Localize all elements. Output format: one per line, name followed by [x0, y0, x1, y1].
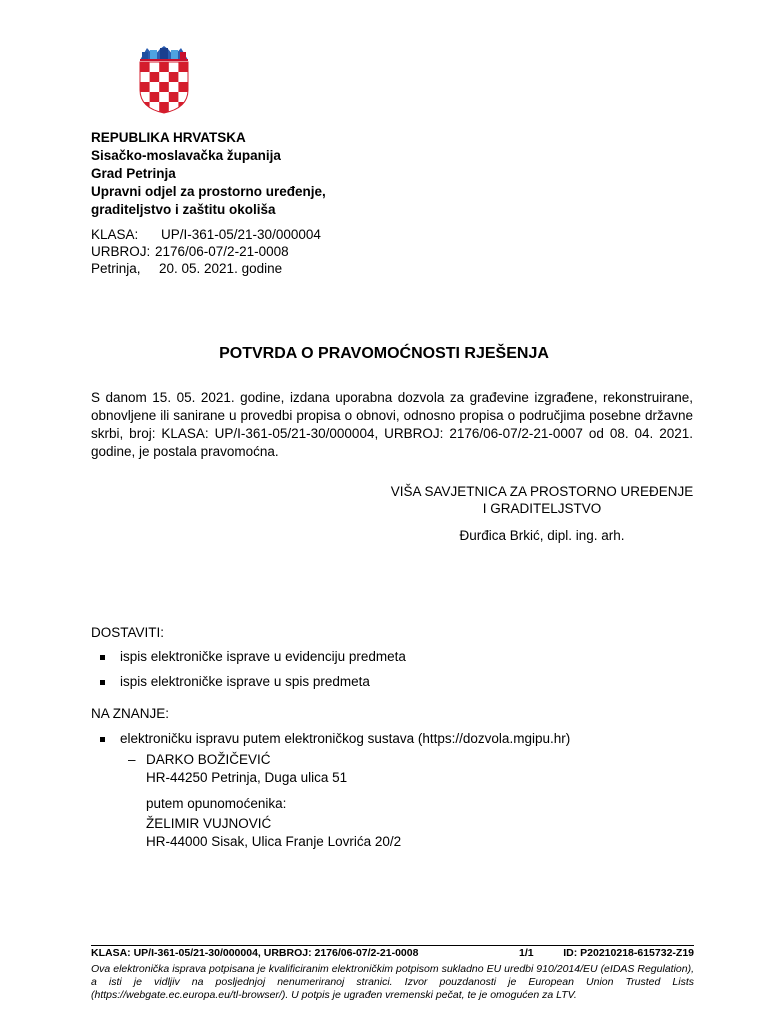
issuer-department-line2: graditeljstvo i zaštitu okoliša — [91, 202, 276, 217]
bullet-icon — [100, 655, 105, 660]
reference-block — [91, 226, 321, 277]
place: Petrinja, — [91, 261, 141, 276]
issuer-country: REPUBLIKA HRVATSKA — [91, 130, 246, 145]
dostaviti-label: DOSTAVITI: — [91, 625, 165, 640]
agent-address: HR-44000 Sisak, Ulica Franje Lovrića 20/2 — [146, 834, 402, 849]
issuer-department-line1: Upravni odjel za prostorno uređenje, — [91, 184, 326, 199]
signature-block — [358, 483, 726, 544]
list-item-text: elektroničku ispravu putem elektroničkog sustava (https://dozvola.mgipu.hr) — [120, 731, 571, 746]
crest-crown — [140, 46, 188, 61]
klasa-value: UP/I-361-05/21-30/000004 — [161, 227, 321, 242]
recipient-name: DARKO BOŽIČEVIĆ — [146, 752, 271, 767]
bullet-icon — [100, 680, 105, 685]
urbroj-value: 2176/06-07/2-21-0008 — [155, 244, 289, 259]
signer-role-line1: VIŠA SAVJETNICA ZA PROSTORNO UREĐENJE — [390, 484, 694, 499]
recipient-address: HR-44250 Petrinja, Duga ulica 51 — [146, 770, 348, 785]
bullet-icon — [100, 737, 105, 742]
crest-shield — [138, 62, 190, 114]
document-title: POTVRDA O PRAVOMOĆNOSTI RJEŠENJA — [219, 345, 549, 362]
signer-name: Đurđica Brkić, dipl. ing. arh. — [459, 528, 625, 543]
coat-of-arms-icon — [138, 46, 190, 114]
date: 20. 05. 2021. godine — [159, 261, 283, 276]
footer-document-id: ID: P20210218-615732-Z19 — [563, 947, 694, 959]
na-znanje-label: NA ZNANJE: — [91, 706, 170, 721]
urbroj-label: URBROJ: — [91, 244, 151, 259]
urbroj-row — [91, 243, 321, 260]
via-agent-label: putem opunomoćenika: — [146, 796, 287, 811]
dash-marker: – — [128, 752, 136, 767]
klasa-label: KLASA: — [91, 227, 139, 242]
footer-signature-notice: Ova elektronička isprava potpisana je kvalificiranim elektroničkim potpisom sukladno EU uredbi 910/2014/EU (eIDAS Regulation), a isti je vidljiv na posljednjoj nenumeriranoj stranici. Izvor pouzdanosti je European Union Trusted Lists (https://webgate.ec.europa.eu/tl-browser/). U potpis je ugrađen vremenski pečat, te je omogućen za LTV. — [91, 963, 694, 1001]
footer-klasa-urbroj: KLASA: UP/I-361-05/21-30/000004, URBROJ: 2176/06-07/2-21-0008 — [91, 947, 419, 959]
footer-divider — [91, 945, 694, 946]
signer-role-line2: I GRADITELJSTVO — [482, 501, 602, 516]
klasa-row — [91, 226, 321, 243]
list-item-text: ispis elektroničke isprave u evidenciju predmeta — [120, 649, 406, 664]
issuer-county: Sisačko-moslavačka županija — [91, 148, 281, 163]
list-item-text: ispis elektroničke isprave u spis predmeta — [120, 674, 370, 689]
issuer-city: Grad Petrinja — [91, 166, 176, 181]
place-date-row — [91, 260, 321, 277]
agent-name: ŽELIMIR VUJNOVIĆ — [146, 816, 272, 831]
issuer-header — [91, 129, 326, 219]
body-paragraph: S danom 15. 05. 2021. godine, izdana uporabna dozvola za građevine izgrađene, rekonstruirane, obnovljene ili sanirane u provedbi propisa o obnovi, odnosno propisa o područjima posebne državne skrbi, broj: KLASA: UP/I-361-05/21-30/000004, URBROJ: 2176/06-07/2-21-0007 od 08. 04. 2021. godine, je postala pravomoćna. — [91, 390, 693, 459]
footer-page-number: 1/1 — [519, 947, 534, 959]
